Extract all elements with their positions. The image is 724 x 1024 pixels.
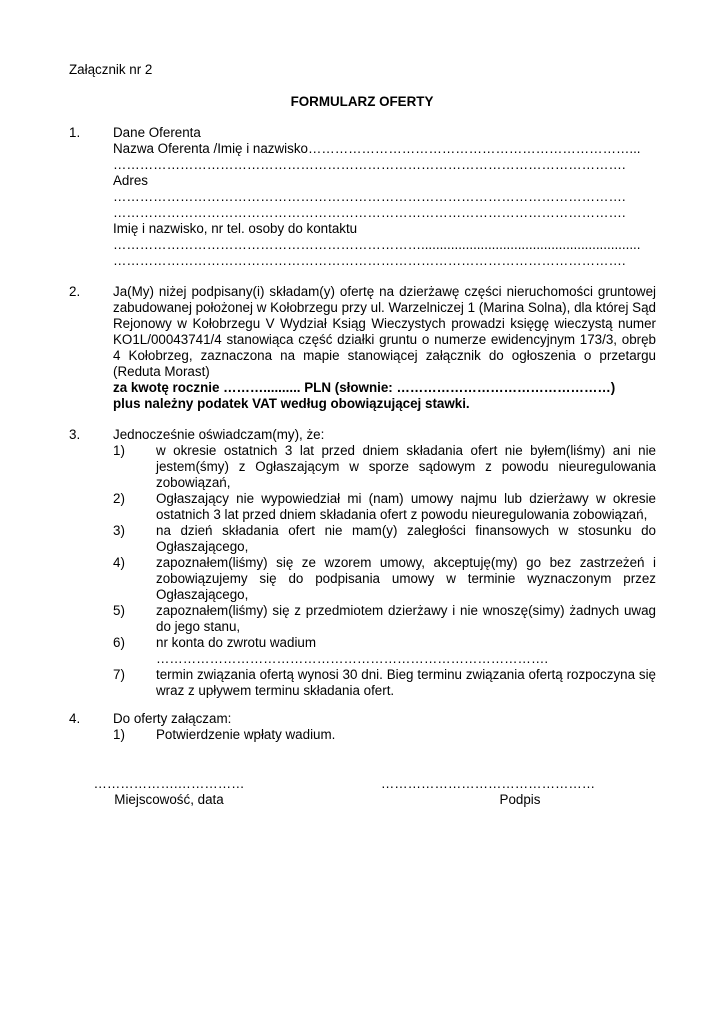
- contact-field-2[interactable]: …………………………………………………………………………………………………….: [113, 253, 626, 268]
- section-number: 3.: [69, 427, 81, 442]
- contact-field-1[interactable]: ……………………………………………………………...........................................................: [113, 237, 641, 252]
- declaration-item: [113, 635, 656, 667]
- section-number: 4.: [69, 711, 81, 726]
- contact-label: Imię i nazwisko, nr tel. osoby do kontaktu: [113, 221, 358, 236]
- declaration-item: [113, 667, 656, 699]
- offeror-name-field[interactable]: Nazwa Oferenta /Imię i nazwisko………………………………………………………………...: [113, 141, 641, 156]
- signature-label: Podpis: [499, 792, 541, 807]
- declaration-number: 3): [113, 523, 125, 538]
- declaration-item: [113, 491, 656, 523]
- offeror-name-continuation[interactable]: …………………………………………………………………………………………………….: [113, 157, 626, 172]
- declaration-text: zapoznałem(liśmy) się z przedmiotem dzierżawy i nie wnoszę(simy) żadnych uwag do jego stanu,: [156, 603, 656, 634]
- section-4-attachments: [69, 711, 656, 743]
- place-date-signature-block: [84, 776, 254, 808]
- address-field-1[interactable]: …………………………………………………………………………………………………….: [113, 189, 626, 204]
- page-title: FORMULARZ OFERTY: [290, 94, 434, 109]
- declaration-item: [113, 555, 656, 603]
- declaration-item: [113, 603, 656, 635]
- declaration-number: 4): [113, 555, 125, 570]
- attachments-intro: Do oferty załączam:: [113, 711, 232, 726]
- declarations-intro: Jednocześnie oświadczam(my), że:: [113, 427, 325, 442]
- annex-label: Załącznik nr 2: [69, 62, 153, 77]
- annual-amount-field[interactable]: za kwotę rocznie ……….......... PLN (słownie: …………………………………………): [113, 380, 616, 395]
- section-number: 1.: [69, 125, 81, 140]
- declaration-text: termin związania ofertą wynosi 30 dni. Bieg terminu związania ofertą rozpoczyna się wraz z upływem terminu składania ofert.: [156, 667, 656, 698]
- place-date-label: Miejscowość, data: [114, 792, 224, 807]
- signature-field[interactable]: …………………………………………: [380, 776, 596, 791]
- address-label: Adres: [113, 173, 148, 188]
- declaration-number: 5): [113, 603, 125, 618]
- attachment-item: [113, 727, 656, 743]
- place-date-field[interactable]: ……………….……………: [93, 776, 245, 791]
- attachment-text: Potwierdzenie wpłaty wadium.: [156, 727, 336, 742]
- address-field-2[interactable]: …………………………………………………………………………………………………….: [113, 205, 626, 220]
- declaration-number: 6): [113, 635, 125, 650]
- section-number: 2.: [69, 284, 81, 299]
- declaration-item: [113, 443, 656, 491]
- offer-paragraph: Ja(My) niżej podpisany(i) składam(y) ofertę na dzierżawę części nieruchomości gruntowej zabudowanej położonej w Kołobrzegu przy ul. Warzelniczej 1 (Marina Solna), dla której Sąd Rejonowy w Kołobrzegu V Wydział Ksiąg Wieczystych prowadzi księgę wieczystą numer KO1L/00043741/4 stanowiąca część działki gruntu o numerze ewidencyjnym 173/3, obręb 4 Kołobrzeg, zaznaczona na mapie stanowiącej załącznik do ogłoszenia o przetargu (Reduta Morast): [113, 284, 656, 379]
- declaration-text: w okresie ostatnich 3 lat przed dniem składania ofert nie byłem(liśmy) ani nie jestem(śmy) z Ogłaszającym w sporze sądowym z powodu nieuregulowania zobowiązań,: [156, 443, 656, 490]
- declaration-item: [113, 523, 656, 555]
- signature-block: [368, 776, 608, 808]
- attachment-number: 1): [113, 727, 125, 742]
- section-heading: Dane Oferenta: [113, 125, 201, 140]
- declaration-text: Ogłaszający nie wypowiedział mi (nam) umowy najmu lub dzierżawy w okresie ostatnich 3 lat przed dniem składania ofert z powodu nieuregulowania zobowiązań,: [156, 491, 656, 522]
- declaration-number: 1): [113, 443, 125, 458]
- vat-note: plus należny podatek VAT według obowiązującej stawki.: [113, 396, 470, 411]
- declaration-number: 7): [113, 667, 125, 682]
- bank-account-field[interactable]: …………………………………………………………………………….: [156, 651, 549, 666]
- declaration-text: nr konta do zwrotu wadium: [156, 635, 317, 650]
- declaration-text: zapoznałem(liśmy) się ze wzorem umowy, akceptuję(my) go bez zastrzeżeń i zobowiązujemy się do podpisania umowy w terminie wyznaczonym przez Ogłaszającego,: [156, 555, 656, 602]
- section-3-declarations: [69, 427, 656, 699]
- section-2-offer-statement: [69, 284, 656, 412]
- declaration-number: 2): [113, 491, 125, 506]
- declaration-text: na dzień składania ofert nie mam(y) zaległości finansowych w stosunku do Ogłaszającego,: [156, 523, 656, 554]
- section-1-offeror-data: [69, 125, 656, 269]
